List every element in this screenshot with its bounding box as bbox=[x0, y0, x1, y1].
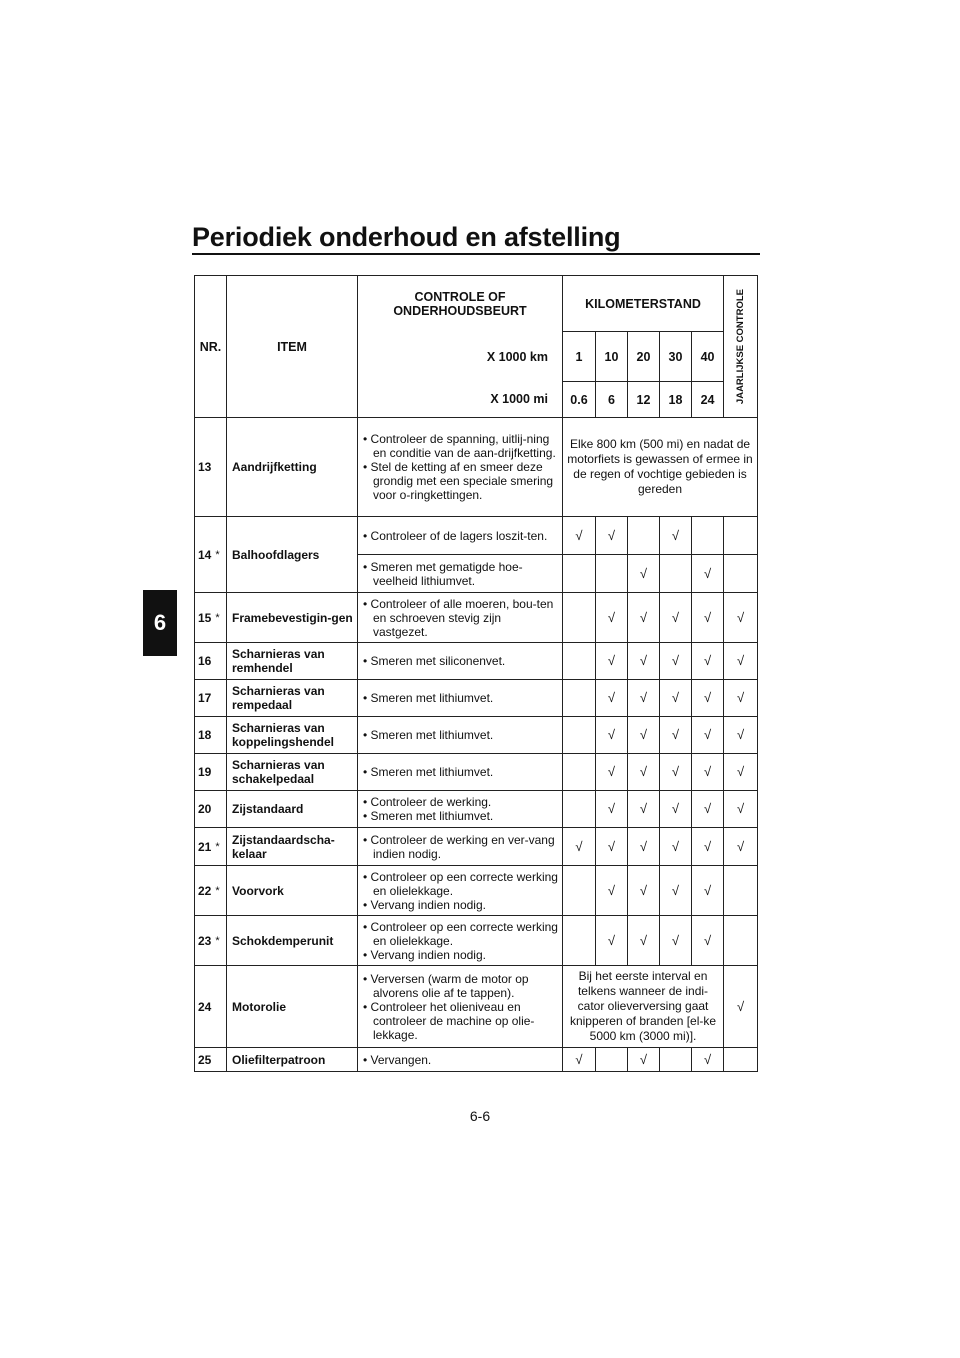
check-mark: √ bbox=[628, 680, 660, 717]
empty-cell bbox=[563, 717, 596, 754]
header-x-mi: X 1000 mi bbox=[358, 382, 563, 418]
km-1: 1 bbox=[563, 332, 596, 382]
check-mark: √ bbox=[628, 717, 660, 754]
action-cell bbox=[358, 1048, 563, 1072]
check-mark: √ bbox=[628, 555, 660, 593]
check-mark: √ bbox=[692, 754, 724, 791]
check-mark: √ bbox=[660, 717, 692, 754]
header-x-km: X 1000 km bbox=[358, 332, 563, 382]
check-mark: √ bbox=[692, 1048, 724, 1072]
mi-0-6: 0.6 bbox=[563, 382, 596, 418]
check-mark: √ bbox=[596, 791, 628, 828]
action-cell bbox=[358, 828, 563, 866]
table-row bbox=[195, 966, 758, 1048]
empty-cell bbox=[660, 555, 692, 593]
item-name: Scharnieras van remhendel bbox=[227, 643, 358, 680]
action-text: • Smeren met siliconenvet. bbox=[363, 654, 506, 668]
check-mark: √ bbox=[692, 643, 724, 680]
action-text: • Controleer de werking. bbox=[363, 795, 492, 809]
km-20: 20 bbox=[628, 332, 660, 382]
empty-cell bbox=[596, 555, 628, 593]
item-name: Aandrijfketting bbox=[227, 418, 358, 517]
action-text: • Vervang indien nodig. bbox=[363, 897, 486, 912]
check-mark: √ bbox=[596, 717, 628, 754]
check-mark: √ bbox=[660, 593, 692, 643]
check-mark: √ bbox=[692, 680, 724, 717]
table-row bbox=[195, 916, 758, 966]
check-mark: √ bbox=[660, 916, 692, 966]
action-text: • Smeren met gematigde hoe-veelheid lithiumvet. bbox=[363, 559, 523, 588]
check-mark: √ bbox=[692, 555, 724, 593]
km-40: 40 bbox=[692, 332, 724, 382]
action-cell bbox=[358, 791, 563, 828]
row-number: 21 * bbox=[195, 828, 227, 866]
star-mark: * bbox=[215, 934, 220, 947]
action-text: • Controleer op een correcte werking en olielekkage. bbox=[363, 919, 558, 948]
chapter-tab: 6 bbox=[143, 590, 177, 656]
action-cell bbox=[358, 717, 563, 754]
header-jaarlijkse: JAARLIJKSE CONTROLE bbox=[735, 288, 747, 405]
item-name: Schokdemperunit bbox=[227, 916, 358, 966]
action-text: • Controleer of alle moeren, bou-ten en schroeven stevig zijn vastgezet. bbox=[363, 596, 554, 639]
check-mark: √ bbox=[724, 593, 758, 643]
table-row bbox=[195, 866, 758, 916]
table-row bbox=[195, 754, 758, 791]
check-mark: √ bbox=[660, 680, 692, 717]
check-mark: √ bbox=[660, 643, 692, 680]
check-mark: √ bbox=[724, 680, 758, 717]
empty-cell bbox=[563, 791, 596, 828]
row-number: 19 bbox=[195, 754, 227, 791]
row-number: 14 * bbox=[195, 517, 227, 593]
check-mark: √ bbox=[724, 754, 758, 791]
action-cell bbox=[358, 916, 563, 966]
action-cell bbox=[358, 866, 563, 916]
star-mark: * bbox=[215, 611, 220, 624]
item-name: Scharnieras van koppelingshendel bbox=[227, 717, 358, 754]
row-number: 13 bbox=[195, 418, 227, 517]
action-text: • Controleer de spanning, uitlij-ning en conditie van de aan-drijfketting. bbox=[363, 432, 556, 460]
action-text: • Verversen (warm de motor op alvorens olie af te tappen). bbox=[363, 971, 529, 1000]
empty-cell bbox=[596, 1048, 628, 1072]
action-text: • Stel de ketting af en smeer deze grondig met een speciale smering voor o-ringkettingen. bbox=[363, 460, 554, 502]
empty-cell bbox=[724, 1048, 758, 1072]
row-number: 22 * bbox=[195, 866, 227, 916]
star-mark: * bbox=[215, 884, 220, 897]
empty-cell bbox=[563, 916, 596, 966]
action-text: • Controleer de werking en ver-vang indien nodig. bbox=[363, 832, 555, 861]
action-text: • Smeren met lithiumvet. bbox=[363, 765, 494, 779]
check-mark: √ bbox=[596, 643, 628, 680]
action-cell bbox=[358, 680, 563, 717]
table-row bbox=[195, 717, 758, 754]
check-mark: √ bbox=[724, 828, 758, 866]
check-mark: √ bbox=[596, 828, 628, 866]
row-number: 16 bbox=[195, 643, 227, 680]
check-mark: √ bbox=[660, 866, 692, 916]
check-mark: √ bbox=[724, 717, 758, 754]
empty-cell bbox=[724, 555, 758, 593]
table-row bbox=[195, 828, 758, 866]
check-mark: √ bbox=[724, 791, 758, 828]
action-text: • Smeren met lithiumvet. bbox=[363, 728, 494, 742]
action-cell bbox=[358, 643, 563, 680]
action-cell bbox=[358, 555, 563, 593]
header-controle: CONTROLE OF ONDERHOUDSBEURT bbox=[358, 276, 563, 332]
check-mark: √ bbox=[596, 680, 628, 717]
item-name: Zijstandaard bbox=[227, 791, 358, 828]
check-mark: √ bbox=[596, 517, 628, 555]
km-10: 10 bbox=[596, 332, 628, 382]
action-cell bbox=[358, 517, 563, 555]
check-mark: √ bbox=[596, 593, 628, 643]
mi-24: 24 bbox=[692, 382, 724, 418]
empty-cell bbox=[563, 754, 596, 791]
empty-cell bbox=[724, 916, 758, 966]
check-mark: √ bbox=[628, 643, 660, 680]
empty-cell bbox=[724, 866, 758, 916]
header-item: ITEM bbox=[227, 276, 358, 418]
check-mark: √ bbox=[628, 916, 660, 966]
row-number: 23 * bbox=[195, 916, 227, 966]
table-row bbox=[195, 517, 758, 555]
page-number: 6-6 bbox=[469, 1108, 491, 1124]
row-number: 17 bbox=[195, 680, 227, 717]
item-name: Voorvork bbox=[227, 866, 358, 916]
interval-note: Bij het eerste interval en telkens wanneer de indi-cator olieverversing gaat knipperen of branden [el-ke 5000 km (3000 mi)]. bbox=[563, 966, 724, 1048]
mi-18: 18 bbox=[660, 382, 692, 418]
check-mark: √ bbox=[628, 593, 660, 643]
empty-cell bbox=[724, 517, 758, 555]
action-text: • Controleer het olieniveau en controleer de machine op olie-lekkage. bbox=[363, 999, 535, 1042]
mi-6: 6 bbox=[596, 382, 628, 418]
row-number: 24 bbox=[195, 966, 227, 1048]
check-mark: √ bbox=[692, 593, 724, 643]
action-text: • Vervang indien nodig. bbox=[363, 947, 486, 962]
check-mark: √ bbox=[692, 866, 724, 916]
item-name: Scharnieras van schakelpedaal bbox=[227, 754, 358, 791]
check-mark: √ bbox=[724, 643, 758, 680]
empty-cell bbox=[692, 517, 724, 555]
table-row bbox=[195, 791, 758, 828]
header-kilometerstand: KILOMETERSTAND bbox=[563, 276, 724, 332]
check-mark: √ bbox=[692, 828, 724, 866]
table-row bbox=[195, 593, 758, 643]
row-number: 25 bbox=[195, 1048, 227, 1072]
empty-cell bbox=[628, 517, 660, 555]
check-mark: √ bbox=[628, 1048, 660, 1072]
check-mark: √ bbox=[692, 791, 724, 828]
action-cell bbox=[358, 593, 563, 643]
action-cell bbox=[358, 418, 563, 517]
table-row bbox=[195, 418, 758, 517]
action-text: • Controleer op een correcte werking en olielekkage. bbox=[363, 869, 558, 898]
check-mark: √ bbox=[596, 754, 628, 791]
row-number: 15 * bbox=[195, 593, 227, 643]
mi-12: 12 bbox=[628, 382, 660, 418]
row-number: 18 bbox=[195, 717, 227, 754]
header-nr: NR. bbox=[195, 276, 227, 418]
star-mark: * bbox=[215, 840, 220, 853]
check-mark: √ bbox=[724, 966, 758, 1048]
action-text: • Smeren met lithiumvet. bbox=[363, 809, 494, 823]
check-mark: √ bbox=[628, 754, 660, 791]
item-name: Oliefilterpatroon bbox=[227, 1048, 358, 1072]
empty-cell bbox=[660, 1048, 692, 1072]
item-name: Scharnieras van rempedaal bbox=[227, 680, 358, 717]
check-mark: √ bbox=[563, 828, 596, 866]
empty-cell bbox=[563, 555, 596, 593]
empty-cell bbox=[563, 593, 596, 643]
action-text: • Controleer of de lagers loszit-ten. bbox=[363, 528, 548, 543]
table-row bbox=[195, 643, 758, 680]
check-mark: √ bbox=[660, 754, 692, 791]
item-name: Motorolie bbox=[227, 966, 358, 1048]
action-text: • Vervangen. bbox=[363, 1052, 432, 1067]
action-cell bbox=[358, 754, 563, 791]
action-cell bbox=[358, 966, 563, 1048]
title-rule bbox=[192, 253, 760, 255]
item-name: Framebevestigin-gen bbox=[227, 593, 358, 643]
check-mark: √ bbox=[628, 828, 660, 866]
check-mark: √ bbox=[692, 916, 724, 966]
km-30: 30 bbox=[660, 332, 692, 382]
item-name: Zijstandaardscha-kelaar bbox=[227, 828, 358, 866]
check-mark: √ bbox=[563, 1048, 596, 1072]
table-row bbox=[195, 1048, 758, 1072]
header-jaarlijkse-cell bbox=[724, 276, 758, 418]
check-mark: √ bbox=[596, 916, 628, 966]
check-mark: √ bbox=[692, 717, 724, 754]
action-text: • Smeren met lithiumvet. bbox=[363, 691, 494, 705]
check-mark: √ bbox=[563, 517, 596, 555]
check-mark: √ bbox=[660, 791, 692, 828]
page-title: Periodiek onderhoud en afstelling bbox=[192, 222, 621, 252]
star-mark: * bbox=[215, 548, 220, 561]
check-mark: √ bbox=[660, 517, 692, 555]
empty-cell bbox=[563, 643, 596, 680]
row-number: 20 bbox=[195, 791, 227, 828]
check-mark: √ bbox=[596, 866, 628, 916]
empty-cell bbox=[563, 680, 596, 717]
table-row bbox=[195, 680, 758, 717]
empty-cell bbox=[563, 866, 596, 916]
check-mark: √ bbox=[628, 866, 660, 916]
item-name: Balhoofdlagers bbox=[227, 517, 358, 593]
maintenance-table bbox=[194, 275, 758, 1072]
check-mark: √ bbox=[628, 791, 660, 828]
check-mark: √ bbox=[660, 828, 692, 866]
interval-note: Elke 800 km (500 mi) en nadat de motorfiets is gewassen of ermee in de regen of vochtige gebieden is gereden bbox=[563, 418, 758, 517]
